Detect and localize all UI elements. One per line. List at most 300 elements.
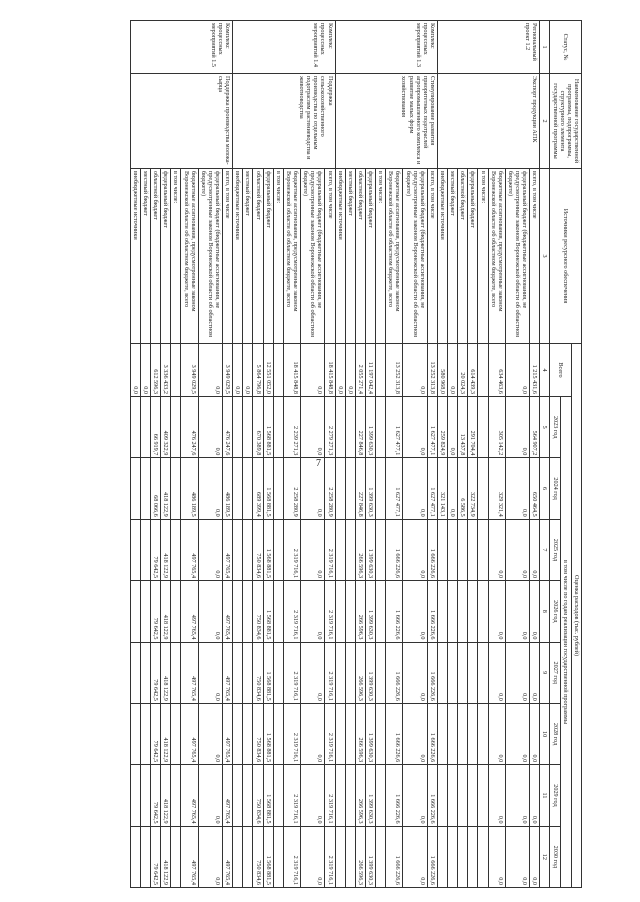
- source-cell: в том числе:: [376, 169, 386, 344]
- header-col-number: 3: [540, 169, 550, 344]
- value-cell: 68 066,6: [151, 458, 161, 519]
- value-cell: 0,0: [198, 642, 222, 703]
- value-cell: 1 399 630,3: [366, 642, 376, 703]
- value-cell: 5 864 796,8: [253, 344, 263, 397]
- source-cell: внебюджетные источники: [335, 169, 345, 344]
- value-cell: 1 666 226,6: [386, 642, 403, 703]
- value-cell: [141, 519, 151, 580]
- value-cell: [141, 765, 151, 826]
- value-cell: [130, 765, 140, 826]
- value-cell: 497 765,4: [181, 703, 198, 764]
- source-cell: внебюджетные источники: [130, 169, 140, 344]
- value-cell: [171, 397, 181, 458]
- value-cell: [345, 397, 355, 458]
- value-cell: [376, 581, 386, 642]
- value-cell: 12 551 052,0: [263, 344, 273, 397]
- value-cell: 0,0: [301, 642, 325, 703]
- value-cell: [273, 344, 283, 397]
- value-cell: 1 666 226,6: [386, 826, 403, 887]
- value-cell: 0,0: [301, 765, 325, 826]
- value-cell: 497 765,4: [223, 703, 233, 764]
- value-cell: [478, 344, 488, 397]
- value-cell: 2 055 271,4: [355, 344, 365, 397]
- value-cell: [468, 765, 478, 826]
- value-cell: 497 765,4: [181, 519, 198, 580]
- value-cell: 0,0: [488, 826, 505, 887]
- value-cell: 0,0: [530, 703, 540, 764]
- source-cell: областной бюджет: [355, 169, 365, 344]
- value-cell: 1 399 630,3: [366, 458, 376, 519]
- value-cell: [171, 765, 181, 826]
- value-cell: 18 415 848,8: [283, 344, 300, 397]
- value-cell: 418 122,9: [161, 458, 171, 519]
- value-cell: 227 846,8: [355, 458, 365, 519]
- value-cell: 3 336 433,2: [161, 344, 171, 397]
- value-cell: [171, 458, 181, 519]
- value-cell: 0,0: [505, 458, 529, 519]
- value-cell: [171, 519, 181, 580]
- value-cell: 2 319 716,1: [283, 519, 300, 580]
- value-cell: [243, 765, 253, 826]
- value-cell: 322 734,9: [468, 458, 478, 519]
- header-by-years: в том числе по годам реализации государственной программы: [560, 397, 571, 888]
- value-cell: [438, 519, 448, 580]
- value-cell: [130, 519, 140, 580]
- value-cell: 266 596,3: [355, 703, 365, 764]
- value-cell: [130, 581, 140, 642]
- value-cell: [345, 642, 355, 703]
- value-cell: 329 321,4: [488, 458, 505, 519]
- value-cell: 0,0: [488, 703, 505, 764]
- value-cell: [233, 826, 243, 887]
- value-cell: 418 122,9: [161, 642, 171, 703]
- value-cell: [233, 581, 243, 642]
- value-cell: [438, 826, 448, 887]
- value-cell: 79 642,5: [151, 765, 161, 826]
- value-cell: 2 319 716,1: [283, 765, 300, 826]
- header-year: 2024 год: [550, 458, 560, 519]
- value-cell: 0,0: [403, 344, 427, 397]
- value-cell: 13 437,8: [458, 397, 468, 458]
- value-cell: [438, 642, 448, 703]
- value-cell: 750 834,6: [253, 642, 263, 703]
- value-cell: 0,0: [530, 765, 540, 826]
- value-cell: 418 122,9: [161, 581, 171, 642]
- value-cell: [141, 397, 151, 458]
- value-cell: 3 949 029,5: [223, 344, 233, 397]
- value-cell: [273, 826, 283, 887]
- value-cell: [468, 703, 478, 764]
- value-cell: 1 568 881,5: [263, 642, 273, 703]
- value-cell: 305 142,2: [488, 397, 505, 458]
- section-name: Поддержка сельскохозяйственного производства по отдельным подотраслям растениеводства и животноводства: [233, 74, 335, 169]
- source-cell: в том числе:: [273, 169, 283, 344]
- value-cell: 0,0: [141, 344, 151, 397]
- value-cell: 0,0: [301, 397, 325, 458]
- value-cell: 2 319 716,1: [325, 519, 335, 580]
- value-cell: 0,0: [505, 344, 529, 397]
- source-cell: бюджетные ассигнования, предусмотренные законом Воронежской области об областном бюджете, всего: [488, 169, 505, 344]
- value-cell: [345, 765, 355, 826]
- source-cell: всего, в том числе: [325, 169, 335, 344]
- value-cell: [171, 344, 181, 397]
- value-cell: [438, 581, 448, 642]
- value-cell: 1 627 477,1: [386, 397, 403, 458]
- value-cell: 0,0: [301, 703, 325, 764]
- value-cell: [345, 581, 355, 642]
- value-cell: 0,0: [488, 519, 505, 580]
- value-cell: 0,0: [505, 642, 529, 703]
- value-cell: 486 189,5: [223, 458, 233, 519]
- value-cell: 1 627 477,1: [427, 397, 437, 458]
- value-cell: 0,0: [530, 581, 540, 642]
- value-cell: [376, 397, 386, 458]
- value-cell: 0,0: [505, 519, 529, 580]
- value-cell: [130, 826, 140, 887]
- value-cell: 0,0: [530, 642, 540, 703]
- value-cell: 266 596,3: [355, 519, 365, 580]
- value-cell: [478, 642, 488, 703]
- value-cell: 1 666 226,6: [427, 765, 437, 826]
- value-cell: 750 834,6: [253, 581, 263, 642]
- value-cell: 0,0: [488, 581, 505, 642]
- value-cell: 0,0: [243, 344, 253, 397]
- value-cell: 291 704,4: [468, 397, 478, 458]
- source-cell: федеральный бюджет: [468, 169, 478, 344]
- value-cell: [468, 826, 478, 887]
- value-cell: 476 247,6: [223, 397, 233, 458]
- value-cell: 0,0: [198, 458, 222, 519]
- header-year: 2026 год: [550, 581, 560, 642]
- value-cell: [243, 642, 253, 703]
- value-cell: [130, 458, 140, 519]
- header-source: Источники ресурсного обеспечения: [550, 169, 582, 344]
- source-cell: в том числе:: [171, 169, 181, 344]
- value-cell: [335, 826, 345, 887]
- value-cell: [376, 344, 386, 397]
- value-cell: [233, 642, 243, 703]
- source-cell: местный бюджет: [141, 169, 151, 344]
- value-cell: 11 197 042,4: [366, 344, 376, 397]
- value-cell: 2 319 716,1: [325, 703, 335, 764]
- value-cell: 2 319 716,1: [325, 642, 335, 703]
- value-cell: 0,0: [301, 458, 325, 519]
- section-status: Региональный проект 1.2: [438, 21, 540, 74]
- value-cell: [478, 458, 488, 519]
- value-cell: 1 399 630,3: [366, 826, 376, 887]
- source-cell: местный бюджет: [243, 169, 253, 344]
- value-cell: 750 834,6: [253, 519, 263, 580]
- value-cell: 18 415 848,8: [325, 344, 335, 397]
- value-cell: [243, 703, 253, 764]
- value-cell: [376, 765, 386, 826]
- header-year: 2023 год: [550, 397, 560, 458]
- value-cell: [233, 765, 243, 826]
- value-cell: 497 765,4: [181, 765, 198, 826]
- value-cell: 2 319 716,1: [283, 642, 300, 703]
- value-cell: 66 919,7: [151, 397, 161, 458]
- value-cell: [468, 519, 478, 580]
- value-cell: [233, 458, 243, 519]
- source-cell: внебюджетные источники: [438, 169, 448, 344]
- source-cell: федеральный бюджет: [366, 169, 376, 344]
- value-cell: 1 666 226,6: [386, 765, 403, 826]
- value-cell: 0,0: [198, 703, 222, 764]
- value-cell: 0,0: [301, 826, 325, 887]
- header-year: 2028 год: [550, 703, 560, 764]
- header-total: Всего: [550, 344, 571, 397]
- source-cell: областной бюджет: [458, 169, 468, 344]
- value-cell: 0,0: [403, 519, 427, 580]
- section-name: Экспорт продукции АПК: [438, 74, 540, 169]
- value-cell: 750 834,6: [253, 703, 263, 764]
- value-cell: 266 596,3: [355, 581, 365, 642]
- value-cell: 0,0: [301, 581, 325, 642]
- value-cell: 0,0: [505, 826, 529, 887]
- value-cell: 409 322,9: [161, 397, 171, 458]
- value-cell: [273, 703, 283, 764]
- value-cell: 227 846,8: [355, 397, 365, 458]
- source-cell: федеральный бюджет: [263, 169, 273, 344]
- value-cell: 2 319 716,1: [283, 826, 300, 887]
- value-cell: 0,0: [530, 519, 540, 580]
- value-cell: 750 834,6: [253, 765, 263, 826]
- header-col-number: 5: [540, 397, 550, 458]
- value-cell: 79 642,5: [151, 642, 161, 703]
- value-cell: 1 666 226,6: [386, 519, 403, 580]
- value-cell: 1 568 881,5: [263, 397, 273, 458]
- section-name: Поддержка производства молока-сырца: [130, 74, 232, 169]
- value-cell: 1 666 226,6: [427, 581, 437, 642]
- header-col-number: 2: [540, 74, 550, 169]
- value-cell: [448, 642, 458, 703]
- source-cell: бюджетные ассигнования, предусмотренные законом Воронежской области об областном бюджете, всего: [386, 169, 403, 344]
- value-cell: 1 666 226,6: [427, 519, 437, 580]
- value-cell: 79 642,5: [151, 826, 161, 887]
- source-cell: областной бюджет: [151, 169, 161, 344]
- value-cell: [171, 826, 181, 887]
- value-cell: [448, 519, 458, 580]
- value-cell: [478, 826, 488, 887]
- value-cell: 1 568 881,5: [263, 458, 273, 519]
- source-cell: местный бюджет: [345, 169, 355, 344]
- value-cell: 1 399 630,3: [366, 765, 376, 826]
- value-cell: 497 765,4: [181, 642, 198, 703]
- value-cell: [243, 519, 253, 580]
- header-col-number: 10: [540, 703, 550, 764]
- value-cell: [458, 519, 468, 580]
- value-cell: 1 215 431,6: [530, 344, 540, 397]
- value-cell: [335, 458, 345, 519]
- value-cell: 497 765,4: [223, 581, 233, 642]
- value-cell: 79 642,5: [151, 519, 161, 580]
- value-cell: 0,0: [403, 765, 427, 826]
- value-cell: [335, 642, 345, 703]
- source-cell: в том числе:: [478, 169, 488, 344]
- value-cell: 1 568 881,5: [263, 765, 273, 826]
- value-cell: 497 765,4: [181, 581, 198, 642]
- value-cell: 689 399,4: [253, 458, 263, 519]
- value-cell: [468, 642, 478, 703]
- value-cell: [171, 703, 181, 764]
- header-name: Наименование государственной программы, подпрограммы, структурного элемента государственной программы: [550, 74, 582, 169]
- source-cell: всего, в том числе: [223, 169, 233, 344]
- section-name: Стимулирование развития приоритетных подотраслей агропромышленного комплекса и развитие малых форм хозяйствования: [335, 74, 437, 169]
- value-cell: 1 568 881,5: [263, 519, 273, 580]
- value-cell: 0,0: [301, 344, 325, 397]
- value-cell: 497 765,4: [223, 765, 233, 826]
- page-number: 7: [316, 458, 321, 469]
- value-cell: 321 143,1: [438, 458, 448, 519]
- value-cell: 0,0: [488, 765, 505, 826]
- source-cell: федеральный бюджет (бюджетные ассигнования, не предусмотренные законом Воронежской области об областном бюджете): [403, 169, 427, 344]
- value-cell: [273, 458, 283, 519]
- value-cell: 497 765,4: [223, 826, 233, 887]
- header-col-number: 1: [540, 21, 550, 74]
- value-cell: 1 666 226,6: [427, 642, 437, 703]
- value-cell: 0,0: [448, 458, 458, 519]
- value-cell: 418 122,9: [161, 826, 171, 887]
- value-cell: 564 907,2: [530, 397, 540, 458]
- value-cell: 0,0: [130, 344, 140, 397]
- value-cell: [335, 765, 345, 826]
- value-cell: [335, 519, 345, 580]
- value-cell: 0,0: [488, 642, 505, 703]
- table-row: [530, 21, 540, 888]
- resource-table: [130, 20, 582, 888]
- value-cell: [478, 397, 488, 458]
- value-cell: 0,0: [403, 703, 427, 764]
- header-col-number: 7: [540, 519, 550, 580]
- value-cell: 1 666 226,6: [427, 826, 437, 887]
- value-cell: [141, 703, 151, 764]
- value-cell: [468, 581, 478, 642]
- header-status: Статус, №: [550, 21, 582, 74]
- header-col-number: 6: [540, 458, 550, 519]
- value-cell: [345, 458, 355, 519]
- value-cell: 0,0: [198, 765, 222, 826]
- value-cell: 1 627 477,1: [427, 458, 437, 519]
- value-cell: [478, 519, 488, 580]
- value-cell: 0,0: [505, 581, 529, 642]
- value-cell: [171, 642, 181, 703]
- value-cell: 1 568 881,5: [263, 581, 273, 642]
- value-cell: [273, 397, 283, 458]
- value-cell: 0,0: [505, 703, 529, 764]
- value-cell: [130, 703, 140, 764]
- value-cell: 2 319 716,1: [325, 581, 335, 642]
- source-cell: бюджетные ассигнования, предусмотренные законом Воронежской области об областном бюджете, всего: [283, 169, 300, 344]
- value-cell: [478, 765, 488, 826]
- source-cell: федеральный бюджет (бюджетные ассигнования, не предусмотренные законом Воронежской области об областном бюджете): [198, 169, 222, 344]
- value-cell: 0,0: [198, 397, 222, 458]
- value-cell: [376, 642, 386, 703]
- value-cell: 0,0: [505, 765, 529, 826]
- value-cell: 1 399 630,3: [366, 519, 376, 580]
- value-cell: 0,0: [233, 344, 243, 397]
- value-cell: [273, 765, 283, 826]
- value-cell: 0,0: [345, 344, 355, 397]
- value-cell: 0,0: [335, 344, 345, 397]
- value-cell: [448, 826, 458, 887]
- value-cell: [335, 581, 345, 642]
- value-cell: [448, 581, 458, 642]
- value-cell: 418 122,9: [161, 703, 171, 764]
- value-cell: [243, 826, 253, 887]
- value-cell: [376, 519, 386, 580]
- value-cell: 418 122,9: [161, 765, 171, 826]
- value-cell: 79 642,5: [151, 581, 161, 642]
- source-cell: внебюджетные источники: [233, 169, 243, 344]
- value-cell: [345, 826, 355, 887]
- value-cell: 0,0: [403, 397, 427, 458]
- value-cell: [335, 397, 345, 458]
- value-cell: [233, 703, 243, 764]
- value-cell: 266 596,3: [355, 765, 365, 826]
- value-cell: 6 586,5: [458, 458, 468, 519]
- table-row: [427, 21, 437, 888]
- source-cell: всего, в том числе: [427, 169, 437, 344]
- value-cell: 486 189,5: [181, 458, 198, 519]
- value-cell: [243, 397, 253, 458]
- value-cell: 0,0: [301, 519, 325, 580]
- header-col-number: 12: [540, 826, 550, 887]
- value-cell: 266 596,3: [355, 642, 365, 703]
- value-cell: [376, 458, 386, 519]
- value-cell: [141, 458, 151, 519]
- value-cell: [345, 519, 355, 580]
- value-cell: [458, 765, 468, 826]
- value-cell: [141, 642, 151, 703]
- value-cell: [458, 642, 468, 703]
- value-cell: 13 252 313,8: [386, 344, 403, 397]
- value-cell: 13 252 313,8: [427, 344, 437, 397]
- value-cell: 1 666 226,6: [386, 703, 403, 764]
- value-cell: [345, 703, 355, 764]
- value-cell: [376, 703, 386, 764]
- value-cell: 476 247,6: [181, 397, 198, 458]
- header-year: 2030 год: [550, 826, 560, 887]
- table-row: [325, 21, 335, 888]
- value-cell: 497 765,4: [181, 826, 198, 887]
- table-row: [223, 21, 233, 888]
- value-cell: 3 949 029,5: [181, 344, 198, 397]
- value-cell: 2 319 716,1: [325, 765, 335, 826]
- value-cell: 1 399 630,3: [366, 703, 376, 764]
- value-cell: 1 399 630,3: [366, 397, 376, 458]
- value-cell: [141, 581, 151, 642]
- value-cell: [478, 703, 488, 764]
- value-cell: [273, 581, 283, 642]
- header-col-number: 11: [540, 765, 550, 826]
- header-col-number: 4: [540, 344, 550, 397]
- value-cell: 670 389,8: [253, 397, 263, 458]
- header-col-number: 9: [540, 642, 550, 703]
- source-cell: всего, в том числе: [530, 169, 540, 344]
- value-cell: 79 642,5: [151, 703, 161, 764]
- source-cell: федеральный бюджет: [161, 169, 171, 344]
- value-cell: 0,0: [505, 397, 529, 458]
- source-cell: областной бюджет: [253, 169, 263, 344]
- header-year: 2027 год: [550, 642, 560, 703]
- value-cell: 2 258 280,9: [325, 458, 335, 519]
- value-cell: [233, 397, 243, 458]
- value-cell: 0,0: [198, 344, 222, 397]
- value-cell: [448, 765, 458, 826]
- value-cell: 1 627 477,1: [386, 458, 403, 519]
- value-cell: 0,0: [448, 397, 458, 458]
- value-cell: 259 824,9: [438, 397, 448, 458]
